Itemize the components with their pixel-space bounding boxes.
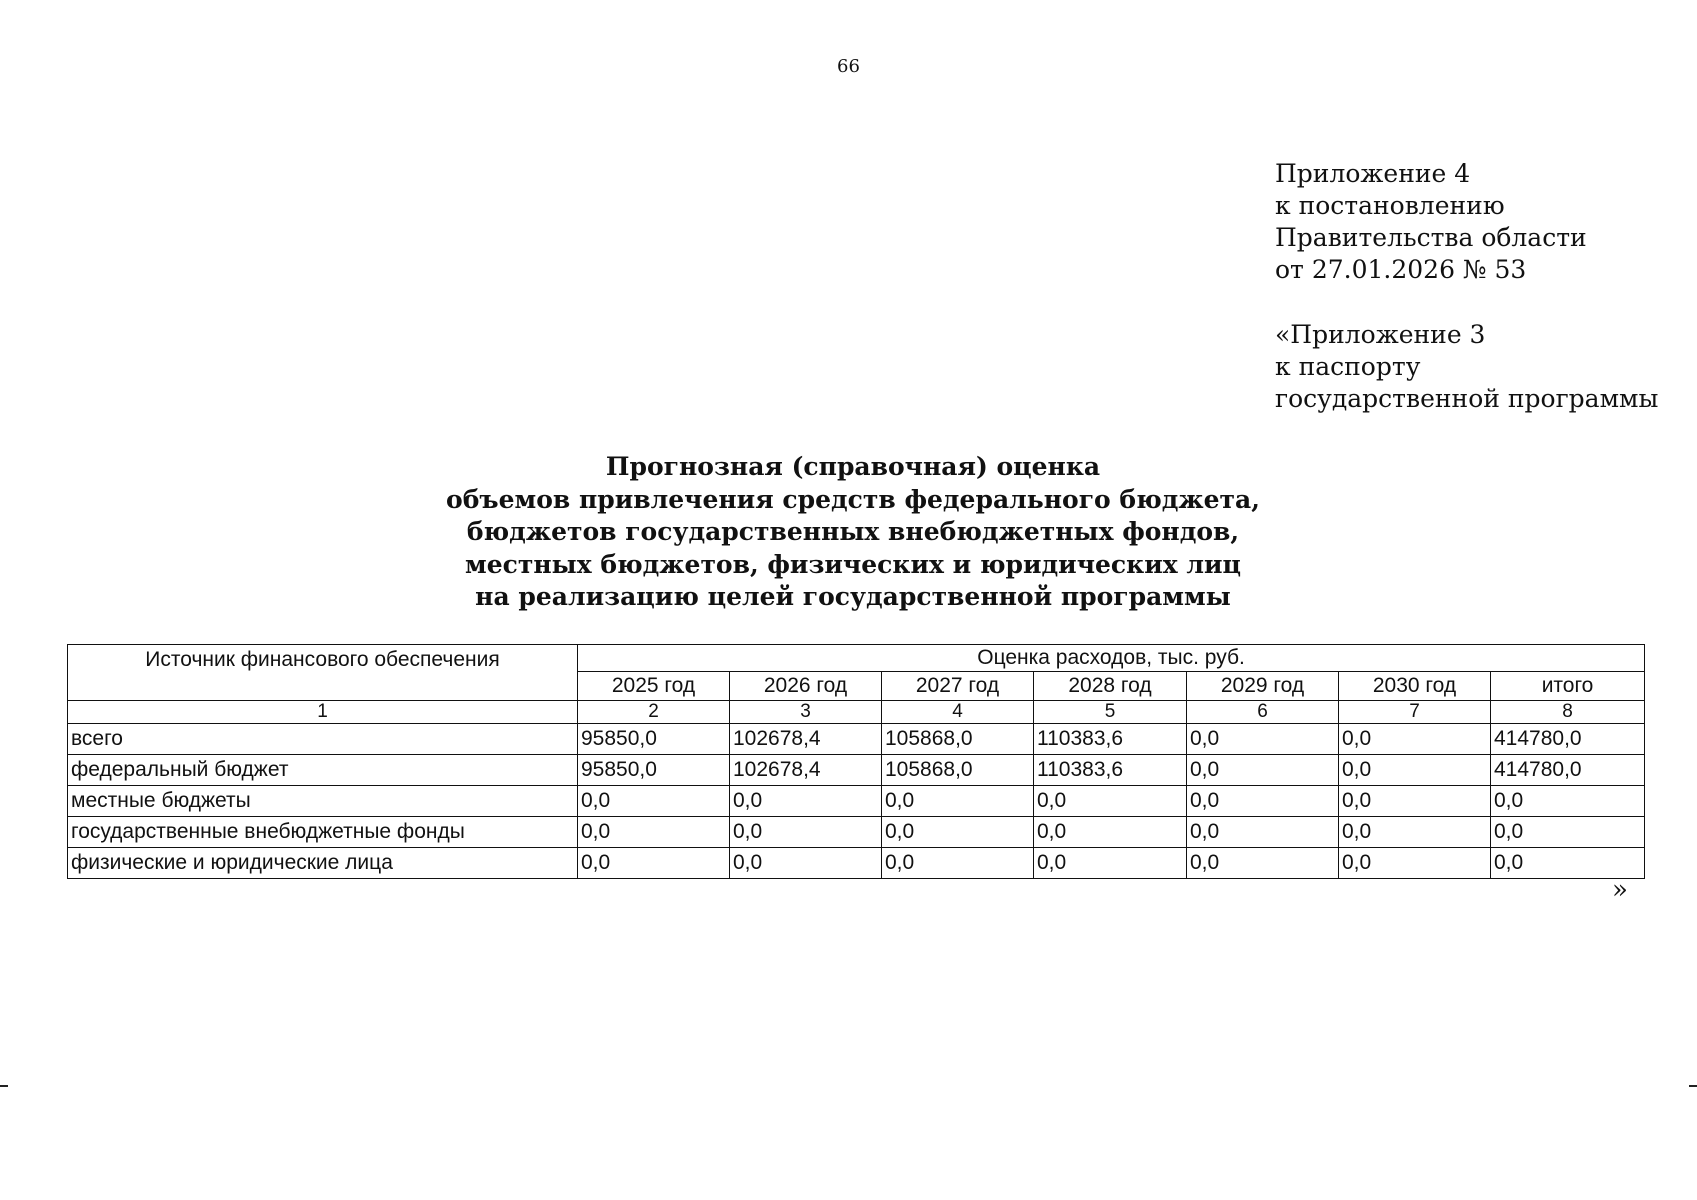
title-line: местных бюджетов, физических и юридических лиц — [465, 549, 1241, 579]
table-row — [68, 755, 1645, 786]
year-header: 2025 год — [578, 672, 730, 701]
value-cell: 0,0 — [882, 817, 1034, 848]
column-number: 4 — [882, 701, 1034, 724]
column-number-row — [68, 701, 1645, 724]
appendix-line: Приложение 4 — [1275, 159, 1471, 188]
value-cell: 0,0 — [578, 848, 730, 879]
value-cell: 0,0 — [1339, 755, 1491, 786]
quoted-appendix-line: к паспорту — [1275, 352, 1421, 381]
appendix-block — [1275, 158, 1658, 415]
value-cell: 0,0 — [1339, 724, 1491, 755]
value-cell: 0,0 — [1339, 786, 1491, 817]
title-line: бюджетов государственных внебюджетных фондов, — [466, 517, 1240, 546]
source-cell: всего — [68, 724, 578, 755]
source-cell: физические и юридические лица — [68, 848, 578, 879]
source-cell: федеральный бюджет — [68, 755, 578, 786]
appendix-line: Правительства области — [1275, 223, 1587, 252]
title-line: на реализацию целей государственной программы — [475, 582, 1231, 611]
value-cell: 0,0 — [730, 848, 882, 879]
total-cell: 0,0 — [1491, 786, 1645, 817]
value-cell: 0,0 — [882, 848, 1034, 879]
source-cell: государственные внебюджетные фонды — [68, 817, 578, 848]
column-number: 3 — [730, 701, 882, 724]
finance-table — [67, 644, 1645, 879]
value-cell: 102678,4 — [730, 755, 882, 786]
quoted-appendix-line: «Приложение 3 — [1275, 320, 1486, 349]
value-cell: 0,0 — [1339, 848, 1491, 879]
table-row — [68, 724, 1645, 755]
value-cell: 0,0 — [1187, 724, 1339, 755]
year-header: 2030 год — [1339, 672, 1491, 701]
value-cell: 0,0 — [1187, 817, 1339, 848]
value-cell: 105868,0 — [882, 755, 1034, 786]
value-cell: 0,0 — [1187, 848, 1339, 879]
column-number: 6 — [1187, 701, 1339, 724]
document-title — [440, 451, 1266, 614]
column-number: 2 — [578, 701, 730, 724]
year-header: 2027 год — [882, 672, 1034, 701]
value-cell: 0,0 — [730, 817, 882, 848]
scan-edge-mark — [1689, 1085, 1697, 1087]
value-cell: 0,0 — [882, 786, 1034, 817]
column-number: 8 — [1491, 701, 1645, 724]
value-cell: 110383,6 — [1034, 755, 1187, 786]
table-header-row — [68, 645, 1645, 672]
table-row — [68, 786, 1645, 817]
table-row — [68, 817, 1645, 848]
column-number: 1 — [68, 701, 578, 724]
column-number: 7 — [1339, 701, 1491, 724]
title-line: Прогнозная (справочная) оценка — [605, 452, 1101, 481]
value-cell: 0,0 — [1034, 848, 1187, 879]
estimate-column-header: Оценка расходов, тыс. руб. — [578, 645, 1645, 672]
appendix-line: к постановлению — [1275, 191, 1505, 220]
year-header: 2029 год — [1187, 672, 1339, 701]
value-cell: 0,0 — [578, 817, 730, 848]
source-column-header: Источник финансового обеспечения — [68, 645, 578, 701]
total-cell: 0,0 — [1491, 848, 1645, 879]
value-cell: 102678,4 — [730, 724, 882, 755]
value-cell: 0,0 — [578, 786, 730, 817]
title-line: объемов привлечения средств федерального бюджета, — [446, 484, 1260, 514]
year-header: 2028 год — [1034, 672, 1187, 701]
total-cell: 414780,0 — [1491, 724, 1645, 755]
value-cell: 0,0 — [1187, 786, 1339, 817]
scan-edge-mark — [0, 1085, 8, 1087]
year-header: 2026 год — [730, 672, 882, 701]
value-cell: 95850,0 — [578, 724, 730, 755]
value-cell: 0,0 — [1034, 786, 1187, 817]
value-cell: 0,0 — [1339, 817, 1491, 848]
quoted-appendix-line: государственной программы — [1275, 384, 1659, 413]
value-cell: 0,0 — [730, 786, 882, 817]
value-cell: 95850,0 — [578, 755, 730, 786]
total-header: итого — [1491, 672, 1645, 701]
value-cell: 0,0 — [1034, 817, 1187, 848]
total-cell: 414780,0 — [1491, 755, 1645, 786]
value-cell: 0,0 — [1187, 755, 1339, 786]
closing-quote: » — [1612, 875, 1628, 905]
total-cell: 0,0 — [1491, 817, 1645, 848]
value-cell: 110383,6 — [1034, 724, 1187, 755]
page-number: 66 — [837, 56, 860, 77]
table-row — [68, 848, 1645, 879]
appendix-date-line: от 27.01.2026 № 53 — [1275, 255, 1527, 284]
column-number: 5 — [1034, 701, 1187, 724]
value-cell: 105868,0 — [882, 724, 1034, 755]
source-cell: местные бюджеты — [68, 786, 578, 817]
